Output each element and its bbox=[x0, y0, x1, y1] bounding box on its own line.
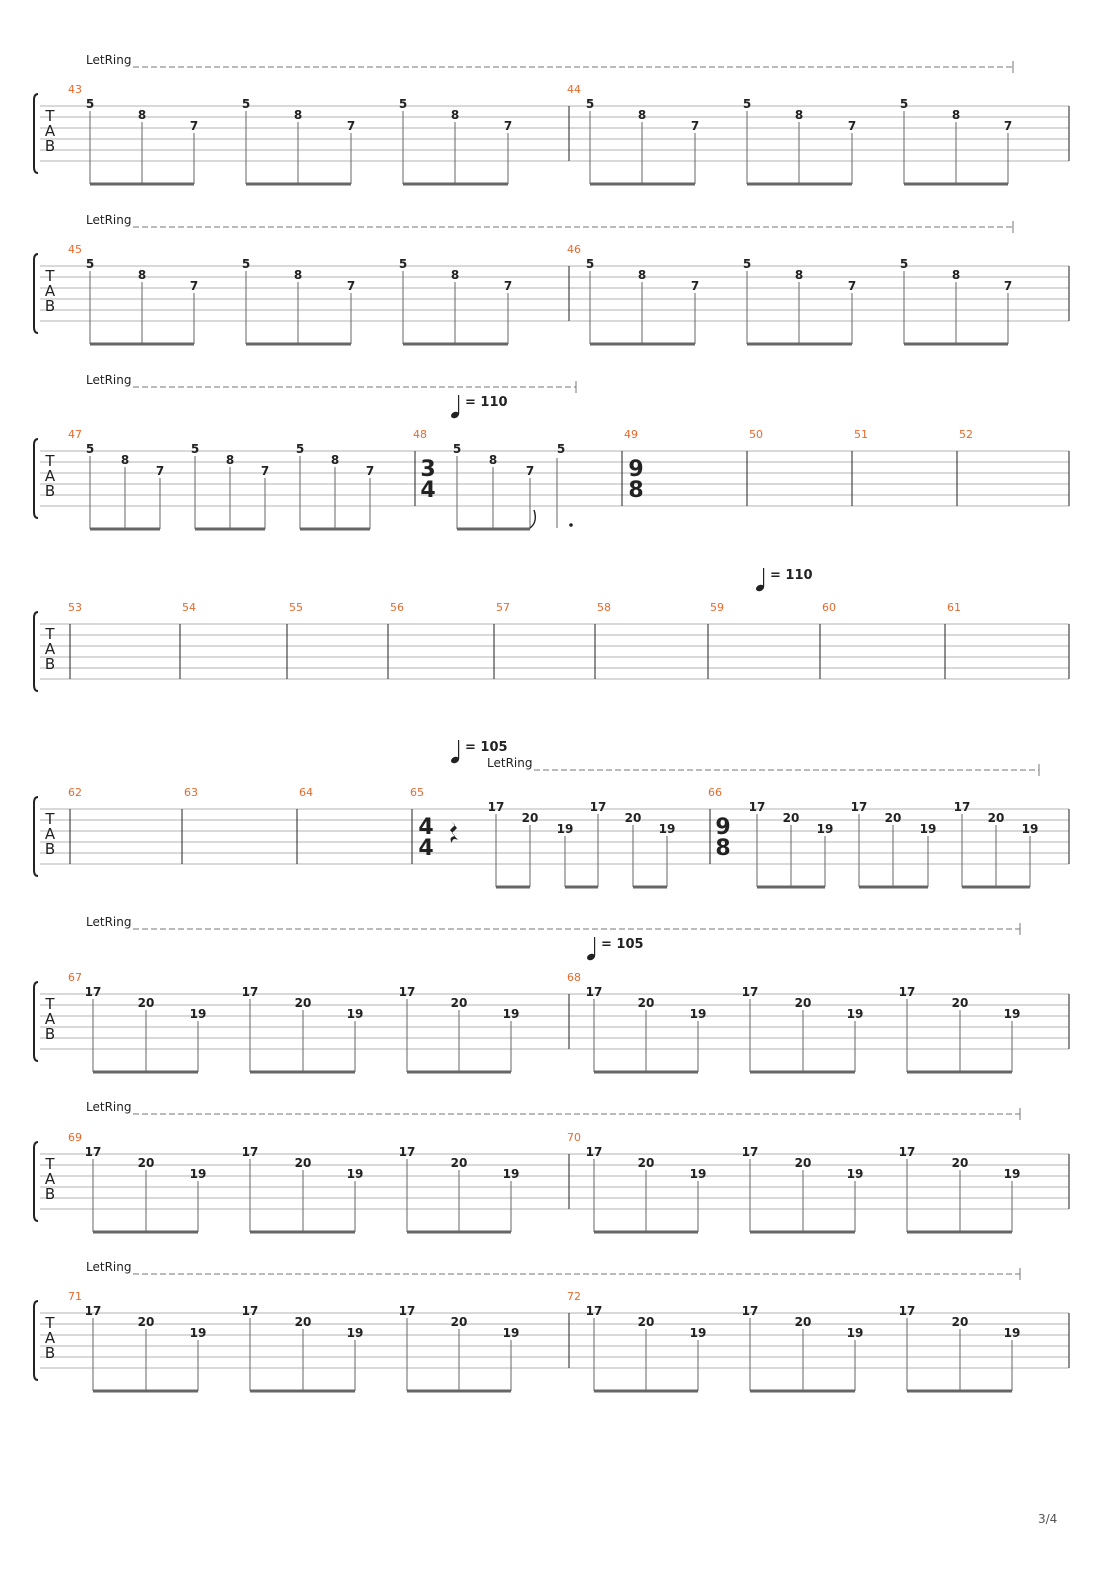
fret-number: 19 bbox=[502, 1326, 520, 1340]
fret-number: 7 bbox=[260, 464, 270, 478]
fret-number: 7 bbox=[346, 279, 356, 293]
measure-number: 70 bbox=[567, 1131, 581, 1144]
tempo-mark: = 105 bbox=[465, 740, 508, 755]
measure-number: 56 bbox=[390, 601, 404, 614]
system-bracket bbox=[34, 254, 38, 333]
fret-number: 17 bbox=[241, 985, 259, 999]
tab-clef-letter: A bbox=[44, 122, 56, 140]
fret-number: 20 bbox=[294, 996, 312, 1010]
fret-number: 5 bbox=[899, 257, 909, 271]
system-bracket bbox=[34, 94, 38, 173]
flag-icon bbox=[530, 510, 535, 528]
fret-number: 19 bbox=[846, 1326, 864, 1340]
fret-number: 17 bbox=[84, 985, 102, 999]
fret-number: 20 bbox=[637, 1315, 655, 1329]
fret-number: 20 bbox=[951, 996, 969, 1010]
system-bracket bbox=[34, 1142, 38, 1221]
fret-number: 17 bbox=[748, 800, 766, 814]
measure-number: 44 bbox=[567, 83, 581, 96]
tab-clef-letter: T bbox=[45, 995, 55, 1013]
measure-number: 60 bbox=[822, 601, 836, 614]
measure-number: 61 bbox=[947, 601, 961, 614]
let-ring-label: LetRing bbox=[86, 915, 132, 929]
fret-number: 5 bbox=[742, 257, 752, 271]
time-signature-top: 9 bbox=[628, 457, 644, 482]
fret-number: 17 bbox=[398, 1145, 416, 1159]
fret-number: 8 bbox=[794, 108, 804, 122]
tempo-mark: = 110 bbox=[770, 568, 813, 583]
fret-number: 7 bbox=[690, 279, 700, 293]
fret-number: 19 bbox=[689, 1007, 707, 1021]
fret-number: 7 bbox=[365, 464, 375, 478]
tab-clef-letter: A bbox=[44, 1329, 56, 1347]
fret-number: 5 bbox=[295, 442, 305, 456]
fret-number: 8 bbox=[951, 108, 961, 122]
fret-number: 8 bbox=[637, 268, 647, 282]
fret-number: 7 bbox=[189, 279, 199, 293]
fret-number: 8 bbox=[293, 108, 303, 122]
fret-number: 7 bbox=[189, 119, 199, 133]
fret-number: 19 bbox=[346, 1167, 364, 1181]
time-signature-bottom: 8 bbox=[628, 478, 644, 503]
tab-clef-letter: T bbox=[45, 452, 55, 470]
fret-number: 17 bbox=[487, 800, 505, 814]
time-signature-top: 9 bbox=[715, 815, 731, 840]
measure-number: 67 bbox=[68, 971, 82, 984]
measure-number: 51 bbox=[854, 428, 868, 441]
fret-number: 7 bbox=[1003, 119, 1013, 133]
fret-number: 19 bbox=[816, 822, 834, 836]
time-signature-bottom: 4 bbox=[420, 478, 436, 503]
fret-number: 17 bbox=[898, 1145, 916, 1159]
measure-number: 48 bbox=[413, 428, 427, 441]
fret-number: 19 bbox=[189, 1326, 207, 1340]
measure-number: 63 bbox=[184, 786, 198, 799]
fret-number: 19 bbox=[1003, 1007, 1021, 1021]
tab-clef-letter: B bbox=[44, 1185, 56, 1203]
fret-number: 7 bbox=[155, 464, 165, 478]
let-ring-label: LetRing bbox=[86, 1260, 132, 1274]
fret-number: 20 bbox=[450, 996, 468, 1010]
tempo-mark: = 105 bbox=[601, 937, 644, 952]
measure-number: 53 bbox=[68, 601, 82, 614]
measure-number: 50 bbox=[749, 428, 763, 441]
tab-clef-letter: T bbox=[45, 267, 55, 285]
fret-number: 17 bbox=[741, 985, 759, 999]
measure-number: 57 bbox=[496, 601, 510, 614]
fret-number: 20 bbox=[450, 1315, 468, 1329]
measure-number: 52 bbox=[959, 428, 973, 441]
fret-number: 8 bbox=[225, 453, 235, 467]
fret-number: 5 bbox=[585, 97, 595, 111]
fret-number: 8 bbox=[951, 268, 961, 282]
dot-icon bbox=[569, 523, 573, 527]
let-ring-label: LetRing bbox=[86, 53, 132, 67]
fret-number: 8 bbox=[137, 108, 147, 122]
measure-number: 54 bbox=[182, 601, 196, 614]
fret-number: 19 bbox=[689, 1326, 707, 1340]
tab-clef-letter: B bbox=[44, 1025, 56, 1043]
tab-clef-letter: T bbox=[45, 1314, 55, 1332]
fret-number: 5 bbox=[452, 442, 462, 456]
measure-number: 43 bbox=[68, 83, 82, 96]
fret-number: 7 bbox=[503, 279, 513, 293]
fret-number: 5 bbox=[398, 257, 408, 271]
measure-number: 71 bbox=[68, 1290, 82, 1303]
fret-number: 8 bbox=[120, 453, 130, 467]
fret-number: 17 bbox=[898, 1304, 916, 1318]
fret-number: 17 bbox=[850, 800, 868, 814]
measure-number: 59 bbox=[710, 601, 724, 614]
fret-number: 5 bbox=[241, 97, 251, 111]
fret-number: 7 bbox=[346, 119, 356, 133]
fret-number: 20 bbox=[987, 811, 1005, 825]
system-bracket bbox=[34, 982, 38, 1061]
fret-number: 5 bbox=[585, 257, 595, 271]
fret-number: 8 bbox=[330, 453, 340, 467]
fret-number: 20 bbox=[794, 1156, 812, 1170]
fret-number: 5 bbox=[398, 97, 408, 111]
tab-clef-letter: A bbox=[44, 1010, 56, 1028]
fret-number: 17 bbox=[589, 800, 607, 814]
fret-number: 17 bbox=[741, 1145, 759, 1159]
fret-number: 17 bbox=[398, 985, 416, 999]
tab-clef-letter: B bbox=[44, 297, 56, 315]
fret-number: 20 bbox=[794, 1315, 812, 1329]
fret-number: 17 bbox=[398, 1304, 416, 1318]
time-signature-top: 4 bbox=[418, 815, 434, 840]
fret-number: 20 bbox=[294, 1315, 312, 1329]
tab-clef-letter: A bbox=[44, 1170, 56, 1188]
fret-number: 20 bbox=[794, 996, 812, 1010]
fret-number: 20 bbox=[637, 996, 655, 1010]
fret-number: 20 bbox=[137, 1315, 155, 1329]
fret-number: 20 bbox=[782, 811, 800, 825]
tab-clef-letter: B bbox=[44, 655, 56, 673]
fret-number: 5 bbox=[85, 442, 95, 456]
fret-number: 19 bbox=[189, 1167, 207, 1181]
fret-number: 7 bbox=[847, 119, 857, 133]
fret-number: 19 bbox=[502, 1007, 520, 1021]
tab-clef-letter: T bbox=[45, 1155, 55, 1173]
fret-number: 8 bbox=[637, 108, 647, 122]
fret-number: 20 bbox=[951, 1315, 969, 1329]
fret-number: 17 bbox=[241, 1145, 259, 1159]
measure-number: 65 bbox=[410, 786, 424, 799]
fret-number: 19 bbox=[919, 822, 937, 836]
system-bracket bbox=[34, 797, 38, 876]
tab-clef-letter: A bbox=[44, 640, 56, 658]
fret-number: 17 bbox=[84, 1304, 102, 1318]
fret-number: 17 bbox=[585, 985, 603, 999]
fret-number: 5 bbox=[85, 257, 95, 271]
fret-number: 19 bbox=[1003, 1167, 1021, 1181]
time-signature-top: 3 bbox=[420, 457, 436, 482]
tab-clef-letter: A bbox=[44, 282, 56, 300]
measure-number: 69 bbox=[68, 1131, 82, 1144]
fret-number: 7 bbox=[503, 119, 513, 133]
fret-number: 19 bbox=[689, 1167, 707, 1181]
measure-number: 64 bbox=[299, 786, 313, 799]
tempo-mark: = 110 bbox=[465, 395, 508, 410]
fret-number: 8 bbox=[488, 453, 498, 467]
fret-number: 19 bbox=[1003, 1326, 1021, 1340]
let-ring-label: LetRing bbox=[86, 373, 132, 387]
measure-number: 45 bbox=[68, 243, 82, 256]
tab-clef-letter: B bbox=[44, 482, 56, 500]
fret-number: 17 bbox=[241, 1304, 259, 1318]
fret-number: 19 bbox=[846, 1007, 864, 1021]
fret-number: 17 bbox=[585, 1304, 603, 1318]
let-ring-label: LetRing bbox=[86, 1100, 132, 1114]
fret-number: 8 bbox=[450, 268, 460, 282]
tab-clef-letter: A bbox=[44, 825, 56, 843]
fret-number: 5 bbox=[742, 97, 752, 111]
fret-number: 17 bbox=[953, 800, 971, 814]
fret-number: 20 bbox=[951, 1156, 969, 1170]
fret-number: 7 bbox=[1003, 279, 1013, 293]
quarter-rest-icon bbox=[450, 821, 458, 843]
fret-number: 19 bbox=[556, 822, 574, 836]
tab-clef-letter: T bbox=[45, 107, 55, 125]
fret-number: 8 bbox=[137, 268, 147, 282]
fret-number: 17 bbox=[585, 1145, 603, 1159]
fret-number: 8 bbox=[450, 108, 460, 122]
let-ring-label: LetRing bbox=[86, 213, 132, 227]
let-ring-label: LetRing bbox=[487, 756, 533, 770]
fret-number: 19 bbox=[346, 1007, 364, 1021]
fret-number: 20 bbox=[521, 811, 539, 825]
fret-number: 7 bbox=[525, 464, 535, 478]
fret-number: 17 bbox=[741, 1304, 759, 1318]
time-signature-bottom: 8 bbox=[715, 836, 731, 861]
fret-number: 20 bbox=[137, 996, 155, 1010]
page-number: 3/4 bbox=[1038, 1512, 1058, 1526]
measure-number: 46 bbox=[567, 243, 581, 256]
fret-number: 19 bbox=[346, 1326, 364, 1340]
tab-clef-letter: B bbox=[44, 840, 56, 858]
tab-clef-letter: B bbox=[44, 137, 56, 155]
fret-number: 19 bbox=[658, 822, 676, 836]
fret-number: 20 bbox=[884, 811, 902, 825]
fret-number: 7 bbox=[847, 279, 857, 293]
tab-clef-letter: T bbox=[45, 810, 55, 828]
tab-clef-letter: A bbox=[44, 467, 56, 485]
fret-number: 20 bbox=[637, 1156, 655, 1170]
measure-number: 72 bbox=[567, 1290, 581, 1303]
fret-number: 17 bbox=[898, 985, 916, 999]
fret-number: 19 bbox=[502, 1167, 520, 1181]
measure-number: 47 bbox=[68, 428, 82, 441]
fret-number: 5 bbox=[85, 97, 95, 111]
fret-number: 8 bbox=[293, 268, 303, 282]
tab-clef-letter: B bbox=[44, 1344, 56, 1362]
measure-number: 62 bbox=[68, 786, 82, 799]
fret-number: 19 bbox=[189, 1007, 207, 1021]
measure-number: 49 bbox=[624, 428, 638, 441]
fret-number: 20 bbox=[450, 1156, 468, 1170]
fret-number: 17 bbox=[84, 1145, 102, 1159]
tab-clef-letter: T bbox=[45, 625, 55, 643]
fret-number: 19 bbox=[846, 1167, 864, 1181]
fret-number: 5 bbox=[241, 257, 251, 271]
fret-number: 7 bbox=[690, 119, 700, 133]
system-bracket bbox=[34, 439, 38, 518]
measure-number: 66 bbox=[708, 786, 722, 799]
fret-number: 20 bbox=[294, 1156, 312, 1170]
system-bracket bbox=[34, 1301, 38, 1380]
system-bracket bbox=[34, 612, 38, 691]
measure-number: 55 bbox=[289, 601, 303, 614]
fret-number: 20 bbox=[624, 811, 642, 825]
time-signature-bottom: 4 bbox=[418, 836, 434, 861]
measure-number: 58 bbox=[597, 601, 611, 614]
fret-number: 5 bbox=[556, 442, 566, 456]
fret-number: 19 bbox=[1021, 822, 1039, 836]
fret-number: 5 bbox=[190, 442, 200, 456]
fret-number: 20 bbox=[137, 1156, 155, 1170]
measure-number: 68 bbox=[567, 971, 581, 984]
fret-number: 8 bbox=[794, 268, 804, 282]
fret-number: 5 bbox=[899, 97, 909, 111]
